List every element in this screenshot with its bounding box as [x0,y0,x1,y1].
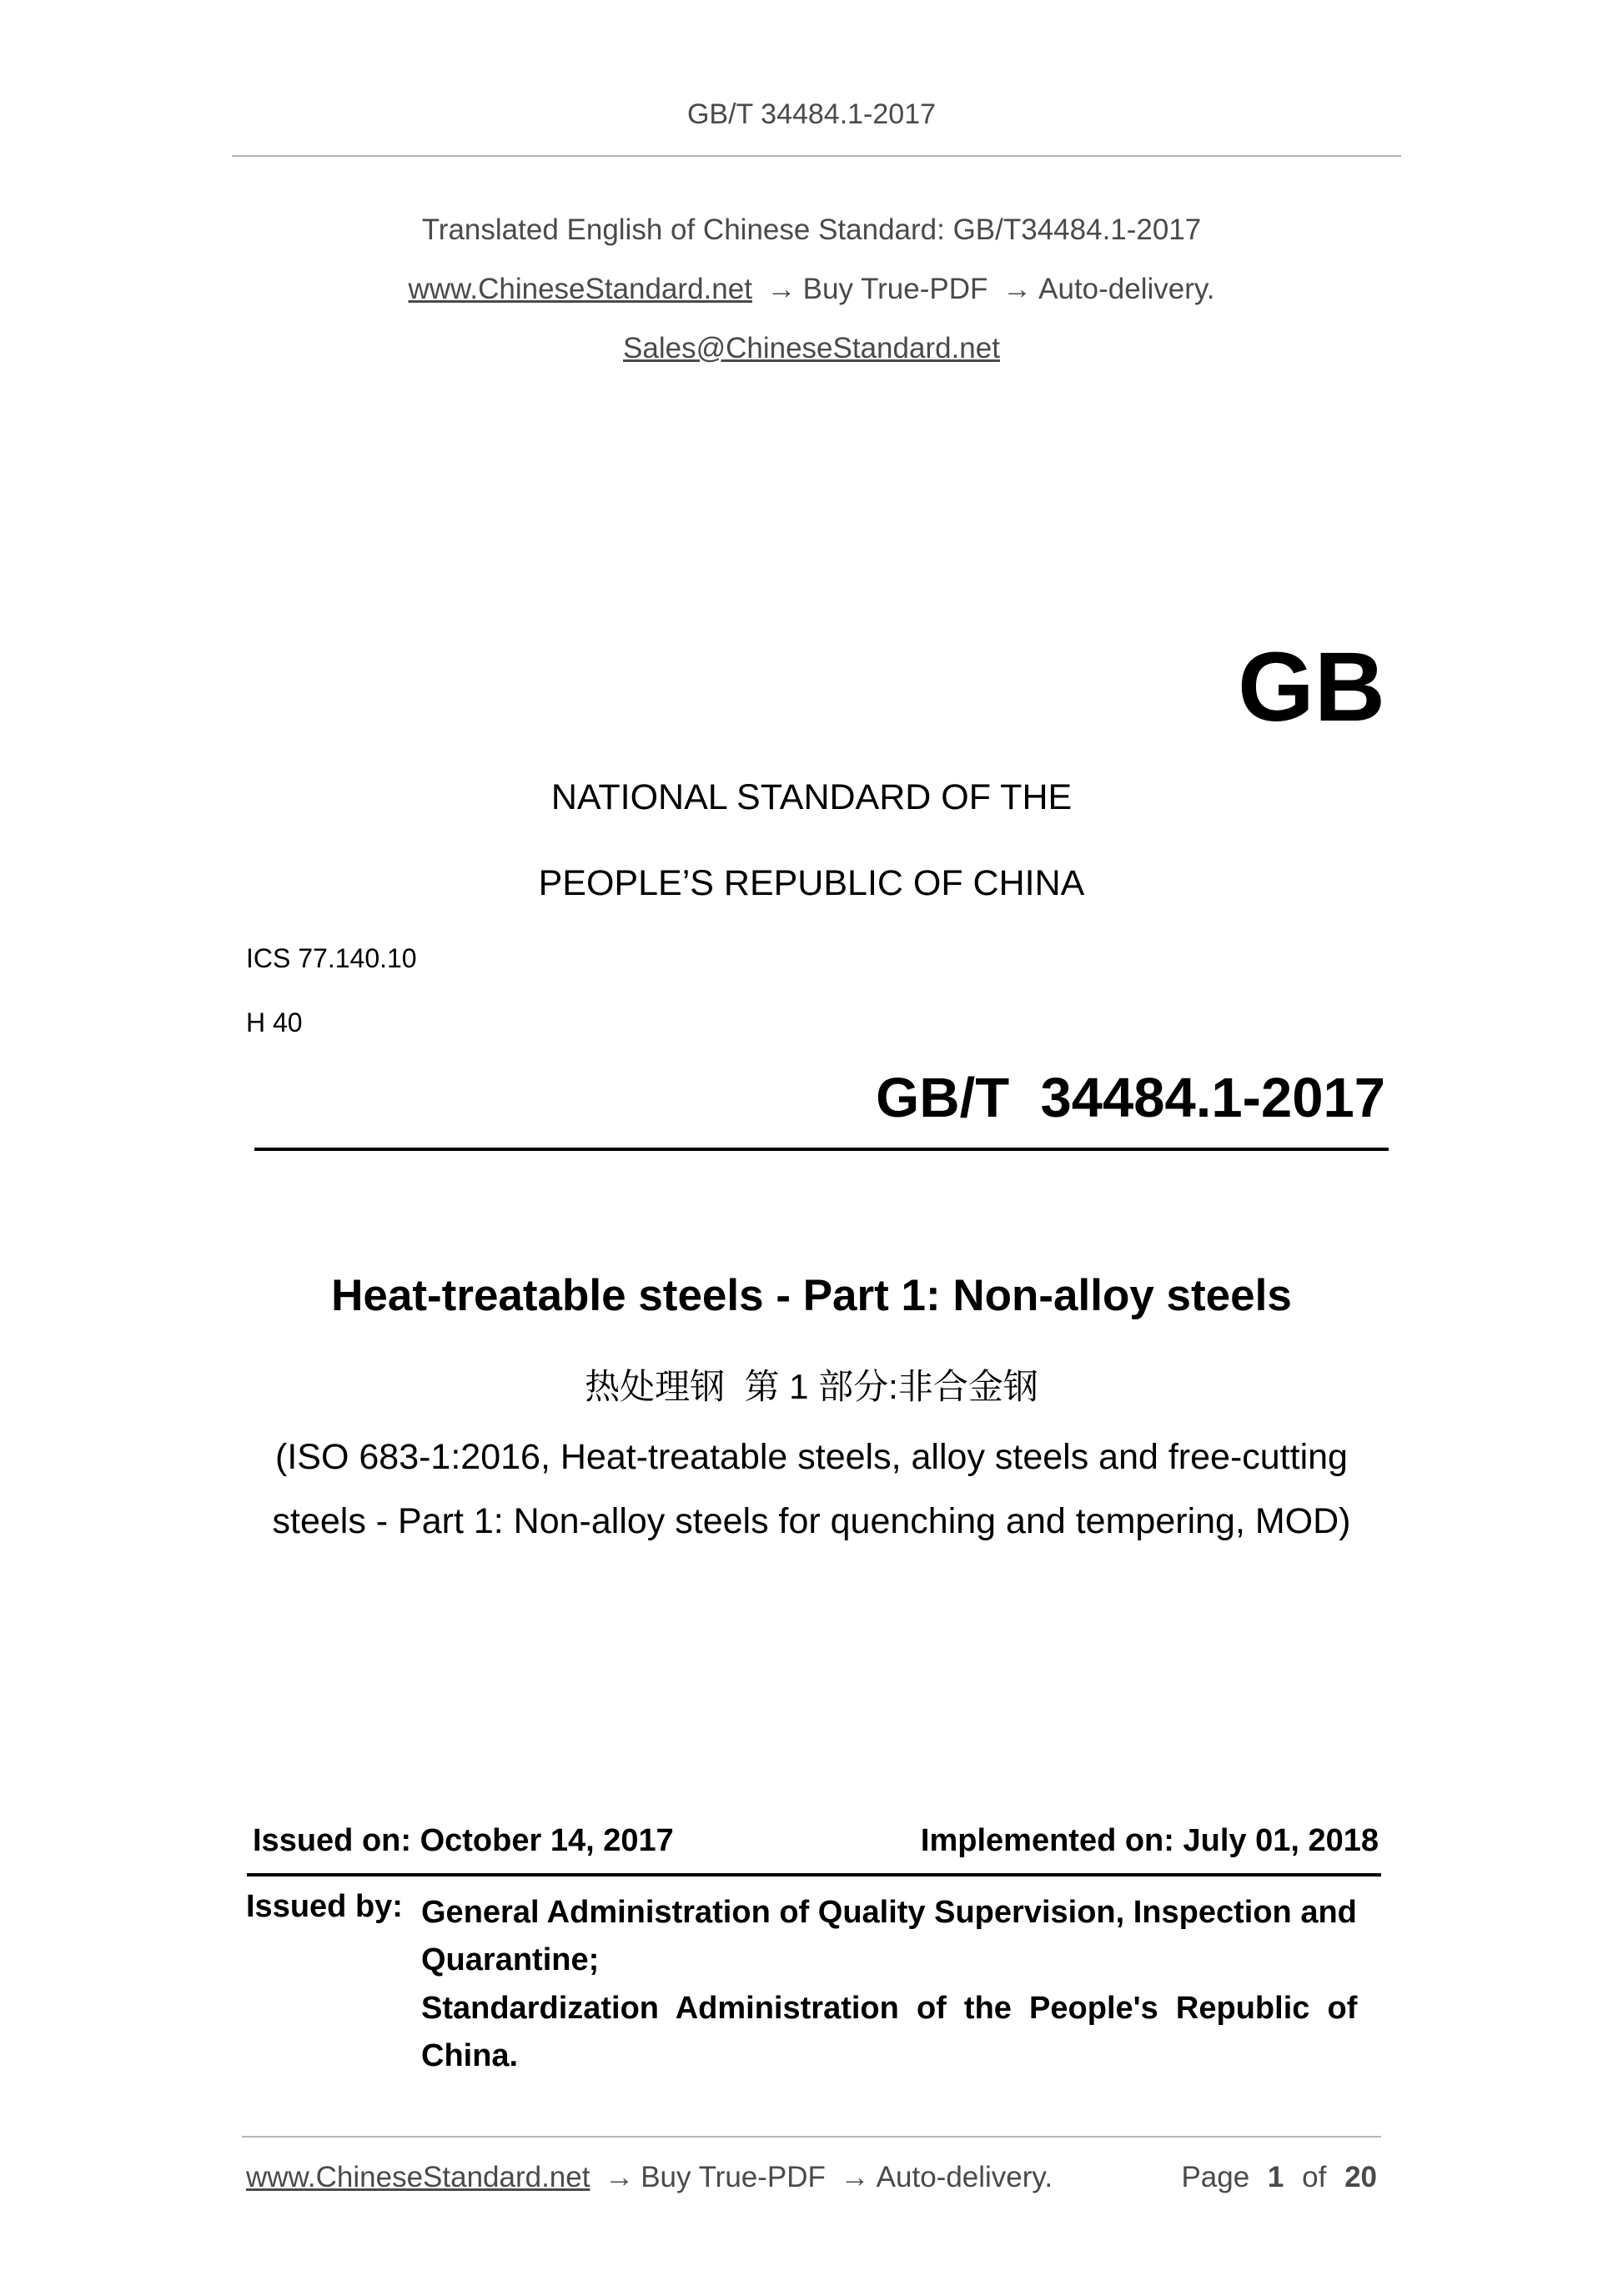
issuer-2-line-2: China. [421,2038,519,2073]
issued-by-label: Issued by: [246,1889,403,1924]
footer-website-link[interactable]: www.ChineseStandard.net [246,2161,590,2193]
dates-divider [247,1873,1381,1876]
footer-delivery-text: Auto-delivery. [876,2161,1053,2193]
running-header [0,98,1623,131]
national-standard-heading-1: NATIONAL STANDARD OF THE [550,777,1073,817]
header-divider [232,155,1401,157]
arrow-right-icon: → [1002,273,1033,305]
issued-on-date: Issued on: October 14, 2017 [253,1823,674,1858]
page-current: 1 [1267,2161,1284,2193]
ics-code: ICS 77.140.10 [246,943,417,973]
auto-delivery-text: Auto-delivery. [1038,273,1215,305]
arrow-right-icon: → [766,273,796,305]
page-label: Page [1181,2161,1250,2193]
standard-number-divider [254,1148,1389,1151]
footer-divider [242,2136,1381,2138]
website-link[interactable]: www.ChineseStandard.net [408,273,752,305]
page-of-label: of [1302,2161,1327,2193]
email-line [0,332,1623,365]
translation-notice [0,214,1623,247]
notice-title: Translated English of Chinese Standard: GB/T34484.1-2017 [421,214,1202,246]
issuer-2-line-1: Standardization Administration of the People's Republic of [421,1991,1358,2026]
gb-mark: GB [1238,632,1385,742]
arrow-right-icon: → [605,2161,635,2193]
national-standard-heading-2: PEOPLE’S REPUBLIC OF CHINA [538,863,1085,903]
buy-true-pdf-text: Buy True-PDF [802,273,988,305]
page-total: 20 [1344,2161,1377,2193]
standard-number: GB/T 34484.1-2017 [876,1067,1385,1129]
ccs-code: H 40 [246,1007,303,1037]
arrow-right-icon: → [840,2161,870,2193]
footer-purchase-line [246,2161,1053,2194]
issuer-1 [421,1889,1385,1984]
footer-buy-text: Buy True-PDF [641,2161,826,2193]
iso-reference-line-1: (ISO 683-1:2016, Heat-treatable steels, alloy steels and free-cutting [275,1437,1348,1477]
issuer-2 [421,1985,1385,2080]
page-indicator [1181,2161,1377,2194]
running-header-code: GB/T 34484.1-2017 [686,98,937,130]
english-title: Heat-treatable steels - Part 1: Non-alloy steels [331,1271,1292,1320]
issuer-1-line-2: Quarantine; [421,1942,600,1977]
issuer-1-line-1: General Administration of Quality Supervision, Inspection and [421,1895,1357,1930]
chinese-title: 热处理钢 第 1 部分:非合金钢 [585,1367,1038,1406]
implemented-on-date: Implemented on: July 01, 2018 [920,1823,1379,1858]
iso-reference-line-2: steels - Part 1: Non-alloy steels for quenching and tempering, MOD) [272,1501,1351,1541]
purchase-line [0,273,1623,306]
sales-email-link[interactable]: Sales@ChineseStandard.net [623,332,1000,364]
